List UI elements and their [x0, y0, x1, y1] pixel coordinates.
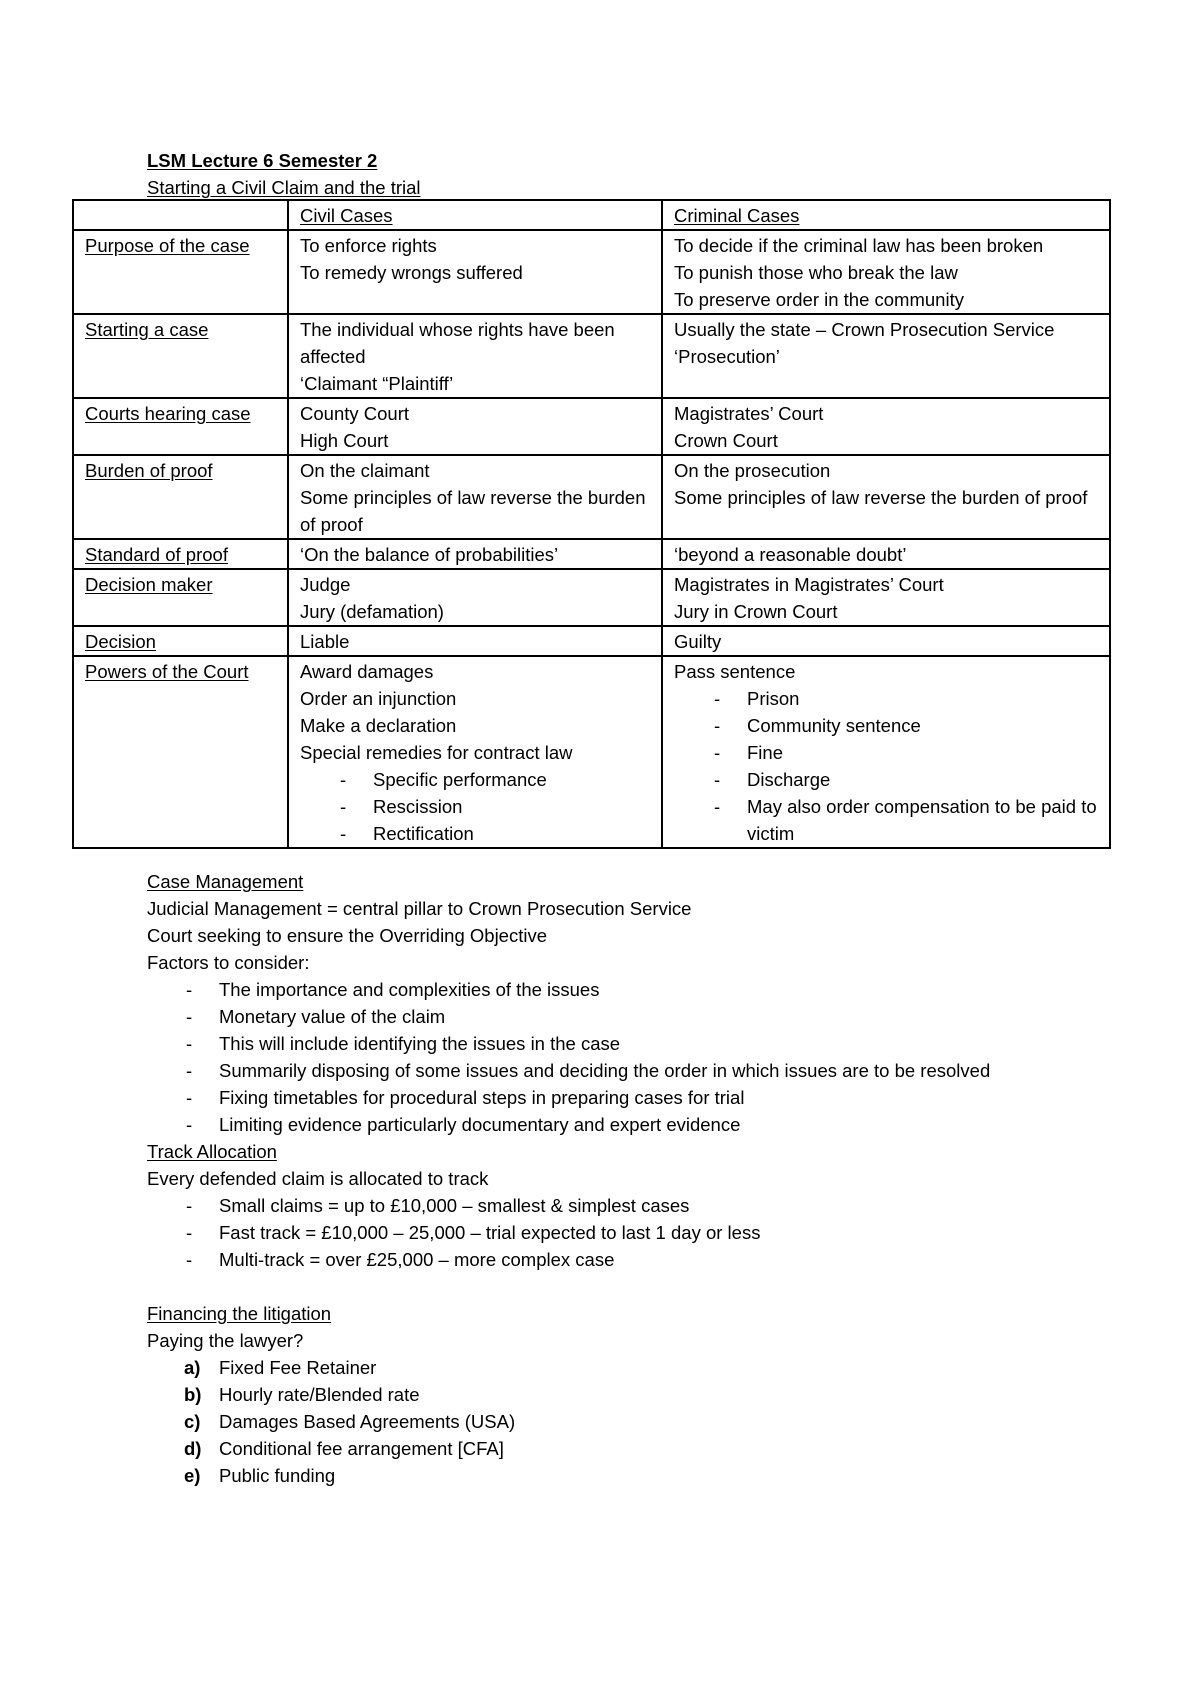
civil-cell — [288, 626, 662, 656]
factors-list — [147, 976, 1047, 1138]
table-row — [73, 314, 1110, 398]
notes-section — [147, 868, 1047, 1489]
criminal-cell — [662, 569, 1110, 626]
cell-line: To decide if the criminal law has been broken — [674, 235, 1044, 256]
list-item: - Fine — [674, 739, 1101, 766]
cell-line: ‘On the balance of probabilities’ — [300, 544, 559, 565]
cell-line: On the prosecution — [674, 460, 831, 481]
comparison-table — [72, 199, 1111, 849]
option-text: Conditional fee arrangement [CFA] — [219, 1438, 504, 1459]
list-item: - Prison — [674, 685, 1101, 712]
option-label: c) — [184, 1411, 201, 1432]
financing-question: Paying the lawyer? — [147, 1330, 304, 1351]
list-item: - Summarily disposing of some issues and deciding the order in which issues are to be resolved — [147, 1057, 1047, 1084]
cell-line: Award damages — [300, 661, 434, 682]
civil-cell — [288, 569, 662, 626]
cell-line: ‘Prosecution’ — [674, 346, 780, 367]
sentence-list — [674, 685, 1101, 847]
criminal-cell — [662, 539, 1110, 569]
list-item: - Rescission — [300, 793, 653, 820]
table-row — [73, 656, 1110, 848]
tracks-list — [147, 1192, 1047, 1273]
cell-line: High Court — [300, 430, 389, 451]
cell-line: ‘Claimant “Plaintiff’ — [300, 373, 454, 394]
criminal-cell — [662, 626, 1110, 656]
contract-remedies-list — [300, 766, 653, 847]
cell-line: Crown Court — [674, 430, 778, 451]
cell-line: To enforce rights — [300, 235, 437, 256]
cell-line: Order an injunction — [300, 688, 457, 709]
option-label: d) — [184, 1438, 202, 1459]
document-subtitle: Starting a Civil Claim and the trial — [147, 177, 421, 198]
row-label: Purpose of the case — [73, 230, 288, 314]
list-item: - Fast track = £10,000 – 25,000 – trial expected to last 1 day or less — [147, 1219, 1047, 1246]
list-item: - May also order compensation to be paid to victim — [674, 793, 1101, 847]
cell-line: County Court — [300, 403, 409, 424]
criminal-cell — [662, 398, 1110, 455]
cell-line: To remedy wrongs suffered — [300, 262, 523, 283]
table-row — [73, 539, 1110, 569]
list-item: - Discharge — [674, 766, 1101, 793]
option-label: b) — [184, 1384, 202, 1405]
cell-line: Magistrates’ Court — [674, 403, 824, 424]
funding-options-list — [147, 1354, 1047, 1489]
table-header-row — [73, 200, 1110, 230]
cell-line: Some principles of law reverse the burden of proof — [300, 487, 646, 535]
option-label: a) — [184, 1357, 201, 1378]
case-management-line: Factors to consider: — [147, 952, 310, 973]
list-item — [147, 1354, 1047, 1381]
track-allocation-intro: Every defended claim is allocated to track — [147, 1168, 489, 1189]
row-label: Decision maker — [73, 569, 288, 626]
case-management-heading: Case Management — [147, 871, 304, 892]
header-cell-empty — [73, 200, 288, 230]
civil-cell — [288, 398, 662, 455]
cell-line: ‘beyond a reasonable doubt’ — [674, 544, 907, 565]
list-item — [147, 1435, 1047, 1462]
row-label: Burden of proof — [73, 455, 288, 539]
cell-line: Guilty — [674, 631, 722, 652]
spacer — [147, 1273, 1047, 1300]
option-label: e) — [184, 1465, 201, 1486]
list-item: - Fixing timetables for procedural steps in preparing cases for trial — [147, 1084, 1047, 1111]
criminal-cell — [662, 314, 1110, 398]
criminal-cell — [662, 455, 1110, 539]
cell-line: Special remedies for contract law — [300, 742, 573, 763]
table-row — [73, 569, 1110, 626]
criminal-cell — [662, 656, 1110, 848]
header-criminal-cases: Criminal Cases — [662, 200, 1110, 230]
case-management-line: Court seeking to ensure the Overriding Objective — [147, 925, 548, 946]
criminal-cell — [662, 230, 1110, 314]
list-item: - Limiting evidence particularly documentary and expert evidence — [147, 1111, 1047, 1138]
list-item — [147, 1408, 1047, 1435]
list-item: - Monetary value of the claim — [147, 1003, 1047, 1030]
row-label: Powers of the Court — [73, 656, 288, 848]
header-civil-cases: Civil Cases — [288, 200, 662, 230]
option-text: Hourly rate/Blended rate — [219, 1384, 420, 1405]
option-text: Public funding — [219, 1465, 336, 1486]
list-item: - The importance and complexities of the issues — [147, 976, 1047, 1003]
cell-line: On the claimant — [300, 460, 430, 481]
table-row — [73, 626, 1110, 656]
cell-line: Jury (defamation) — [300, 601, 444, 622]
table-row — [73, 398, 1110, 455]
option-text: Fixed Fee Retainer — [219, 1357, 377, 1378]
list-item: - Multi-track = over £25,000 – more complex case — [147, 1246, 1047, 1273]
cell-line: To preserve order in the community — [674, 289, 964, 310]
row-label: Decision — [73, 626, 288, 656]
list-item — [147, 1462, 1047, 1489]
list-item: - This will include identifying the issues in the case — [147, 1030, 1047, 1057]
cell-line: Usually the state – Crown Prosecution Service — [674, 319, 1055, 340]
list-item: - Small claims = up to £10,000 – smallest & simplest cases — [147, 1192, 1047, 1219]
row-label: Standard of proof — [73, 539, 288, 569]
track-allocation-heading: Track Allocation — [147, 1141, 277, 1162]
cell-line: The individual whose rights have been affected — [300, 319, 615, 367]
civil-cell — [288, 656, 662, 848]
cell-line: Magistrates in Magistrates’ Court — [674, 574, 944, 595]
cell-line: Pass sentence — [674, 661, 796, 682]
option-text: Damages Based Agreements (USA) — [219, 1411, 516, 1432]
case-management-line: Judicial Management = central pillar to Crown Prosecution Service — [147, 898, 692, 919]
list-item: - Rectification — [300, 820, 653, 847]
table-row — [73, 230, 1110, 314]
civil-cell — [288, 539, 662, 569]
list-item — [147, 1381, 1047, 1408]
row-label: Courts hearing case — [73, 398, 288, 455]
cell-line: Jury in Crown Court — [674, 601, 838, 622]
cell-line: Judge — [300, 574, 351, 595]
cell-line: Some principles of law reverse the burden of proof — [674, 487, 1088, 508]
civil-cell — [288, 230, 662, 314]
list-item: - Community sentence — [674, 712, 1101, 739]
cell-line: Liable — [300, 631, 350, 652]
list-item: - Specific performance — [300, 766, 653, 793]
cell-line: To punish those who break the law — [674, 262, 958, 283]
table-row — [73, 455, 1110, 539]
civil-cell — [288, 455, 662, 539]
financing-heading: Financing the litigation — [147, 1303, 332, 1324]
row-label: Starting a case — [73, 314, 288, 398]
cell-line: Make a declaration — [300, 715, 457, 736]
document-title: LSM Lecture 6 Semester 2 — [147, 150, 378, 171]
civil-cell — [288, 314, 662, 398]
